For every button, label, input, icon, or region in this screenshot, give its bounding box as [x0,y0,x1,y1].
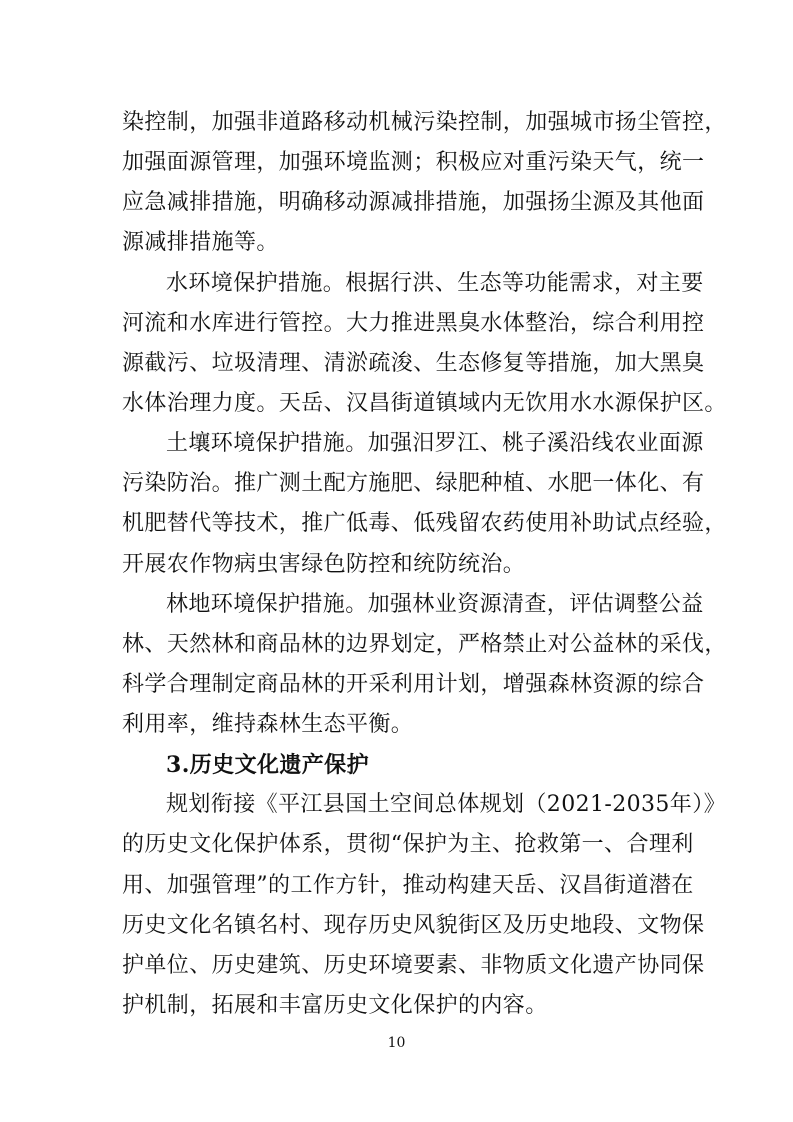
paragraph-line: 机肥替代等技术，推广低毒、低残留农药使用补助试点经验， [122,511,727,536]
paragraph-line: 应急减排措施，明确移动源减排措施，加强扬尘源及其他面 [122,190,705,215]
paragraph-line: 源减排措施等。 [122,230,279,255]
paragraph-line: 水环境保护措施。根据行洪、生态等功能需求，对主要 [166,271,704,296]
paragraph-line: 土壤环境保护措施。加强汨罗江、桃子溪沿线农业面源 [166,431,704,456]
paragraph-line: 用、加强管理”的工作方针，推动构建天岳、汉昌街道潜在 [122,873,694,898]
paragraph-line: 开展农作物病虫害绿色防控和统防统治。 [122,552,526,577]
paragraph-line: 染控制，加强非道路移动机械污染控制，加强城市扬尘管控， [122,110,727,135]
paragraph-line: 的历史文化保护体系，贯彻“保护为主、抢救第一、合理利 [122,832,694,857]
paragraph-line: 河流和水库进行管控。大力推进黑臭水体整治，综合利用控 [122,311,705,336]
paragraph-line: 利用率，维持森林生态平衡。 [122,712,414,737]
section-heading: 3.历史文化遗产保护 [166,752,369,778]
paragraph-line: 护机制，拓展和丰富历史文化保护的内容。 [122,993,548,1018]
paragraph-line: 源截污、垃圾清理、清淤疏浚、生态修复等措施，加大黑臭 [122,351,705,376]
paragraph-line: 历史文化名镇名村、现存历史风貌街区及历史地段、文物保 [122,913,705,938]
paragraph-line: 水体治理力度。天岳、汉昌街道镇域内无饮用水水源保护区。 [122,391,727,416]
paragraph-line: 护单位、历史建筑、历史环境要素、非物质文化遗产协同保 [122,953,705,978]
page-number: 10 [387,1035,406,1051]
paragraph-line: 林、天然林和商品林的边界划定，严格禁止对公益林的采伐， [122,632,727,657]
paragraph-line: 科学合理制定商品林的开采利用计划，增强森林资源的综合 [122,672,705,697]
paragraph-line: 污染防治。推广测土配方施肥、绿肥种植、水肥一体化、有 [122,471,705,496]
paragraph-line: 加强面源管理，加强环境监测；积极应对重污染天气，统一 [122,150,705,175]
paragraph-line: 规划衔接《平江县国土空间总体规划（2021-2035年）》 [166,792,727,817]
paragraph-line: 林地环境保护措施。加强林业资源清查，评估调整公益 [166,592,704,617]
